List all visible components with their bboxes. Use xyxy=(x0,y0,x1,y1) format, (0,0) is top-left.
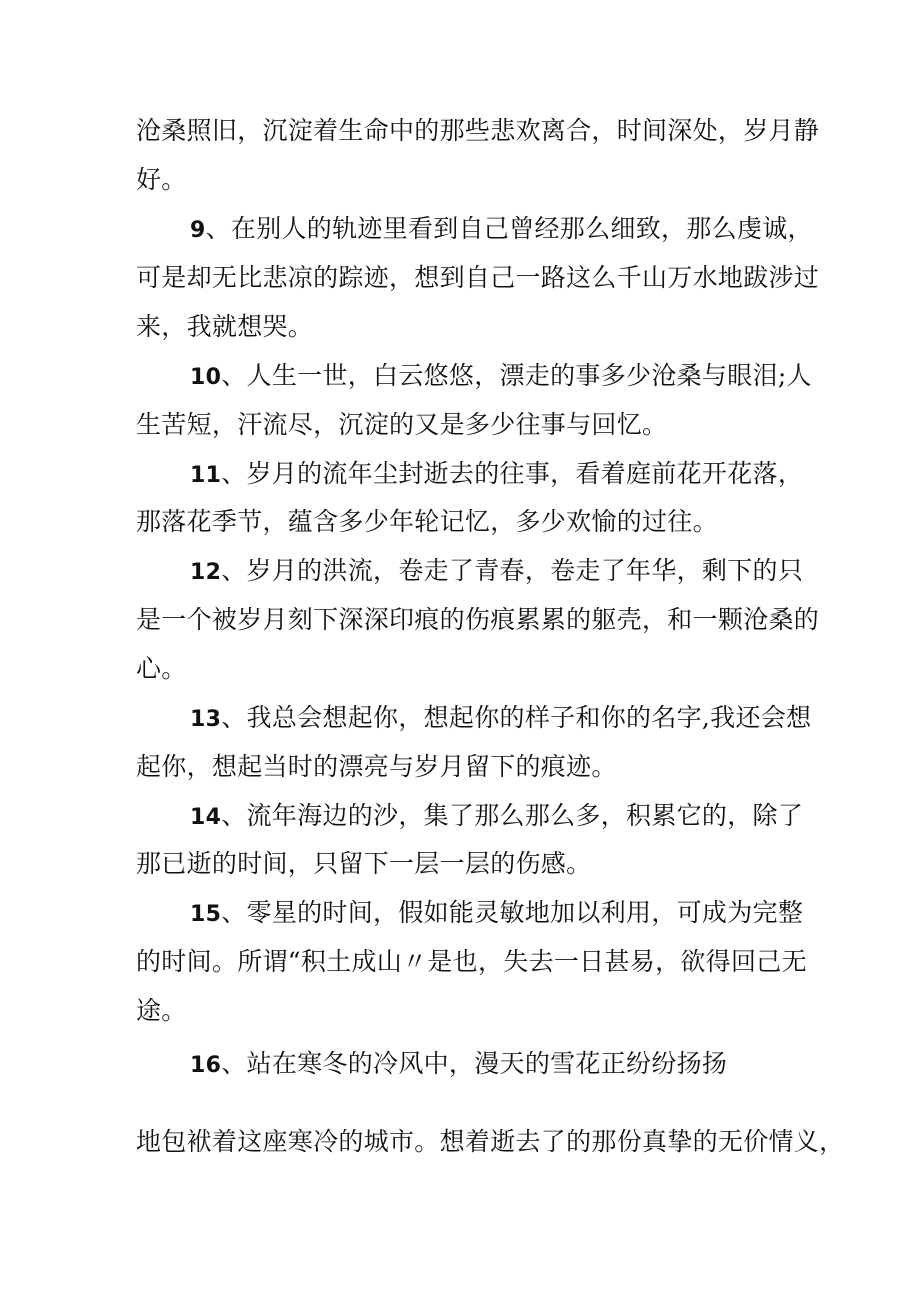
paragraph-text: 、岁月的洪流，卷走了青春，卷走了年华，剩下的只 xyxy=(221,556,804,585)
item-number: 12 xyxy=(190,560,222,585)
item-number: 10 xyxy=(190,365,222,390)
item-number: 16 xyxy=(190,1053,222,1078)
item-number: 14 xyxy=(190,805,222,830)
numbered-paragraph-first-line xyxy=(190,359,812,395)
paragraph-line: 起你，想起当时的漂亮与岁月留下的痕迹。 xyxy=(136,752,617,781)
numbered-paragraph-first-line xyxy=(190,701,811,737)
item-number: 13 xyxy=(190,707,222,732)
numbered-paragraph-first-line xyxy=(190,212,813,248)
paragraph-text: 、人生一世，白云悠悠，漂走的事多少沧桑与眼泪;人 xyxy=(221,361,812,390)
paragraph-text: 、流年海边的沙，集了那么那么多，积累它的，除了 xyxy=(221,801,804,830)
paragraph-line: 那落花季节，蕴含多少年轮记忆，多少欢愉的过往。 xyxy=(136,507,718,536)
item-number: 9 xyxy=(190,218,206,243)
paragraph-text: 、岁月的流年尘封逝去的往事，看着庭前花开花落， xyxy=(221,459,804,488)
numbered-paragraph-first-line xyxy=(190,554,803,590)
paragraph-text: 、零星的时间，假如能灵敏地加以利用，可成为完整 xyxy=(221,898,804,927)
paragraph-line: 地包袱着这座寒冷的城市。想着逝去了的那份真挚的无价情义， xyxy=(136,1127,845,1156)
paragraph-line: 好。 xyxy=(136,165,187,194)
item-number: 11 xyxy=(190,463,222,488)
paragraph-line: 途。 xyxy=(136,996,187,1025)
paragraph-line: 心。 xyxy=(136,654,187,683)
paragraph-line: 是一个被岁月刻下深深印痕的伤痕累累的躯壳，和一颗沧桑的 xyxy=(136,605,820,634)
paragraph-text: 、我总会想起你，想起你的样子和你的名字,我还会想 xyxy=(221,703,812,732)
numbered-paragraph-first-line xyxy=(190,896,803,932)
paragraph-line: 来，我就想哭。 xyxy=(136,312,314,341)
item-number: 15 xyxy=(190,902,222,927)
paragraph-text: 、在别人的轨迹里看到自己曾经那么细致，那么虔诚， xyxy=(205,214,813,243)
paragraph-text: 、站在寒冬的冷风中，漫天的雪花正纷纷扬扬 xyxy=(221,1049,728,1078)
numbered-paragraph-first-line xyxy=(190,799,803,835)
paragraph-line: 沧桑照旧，沉淀着生命中的那些悲欢离合，时间深处，岁月静 xyxy=(136,116,820,145)
numbered-paragraph-first-line xyxy=(190,457,803,493)
paragraph-line: 的时间。所谓“积土成山〃是也，失去一日甚易，欲得回己无 xyxy=(136,947,807,976)
paragraph-line: 那已逝的时间，只留下一层一层的伤感。 xyxy=(136,849,592,878)
numbered-paragraph-first-line xyxy=(190,1047,727,1083)
paragraph-line: 生苦短，汗流尽，沉淀的又是多少往事与回忆。 xyxy=(136,410,668,439)
paragraph-line: 可是却无比悲凉的踪迹，想到自己一路这么千山万水地跋涉过 xyxy=(136,263,820,292)
